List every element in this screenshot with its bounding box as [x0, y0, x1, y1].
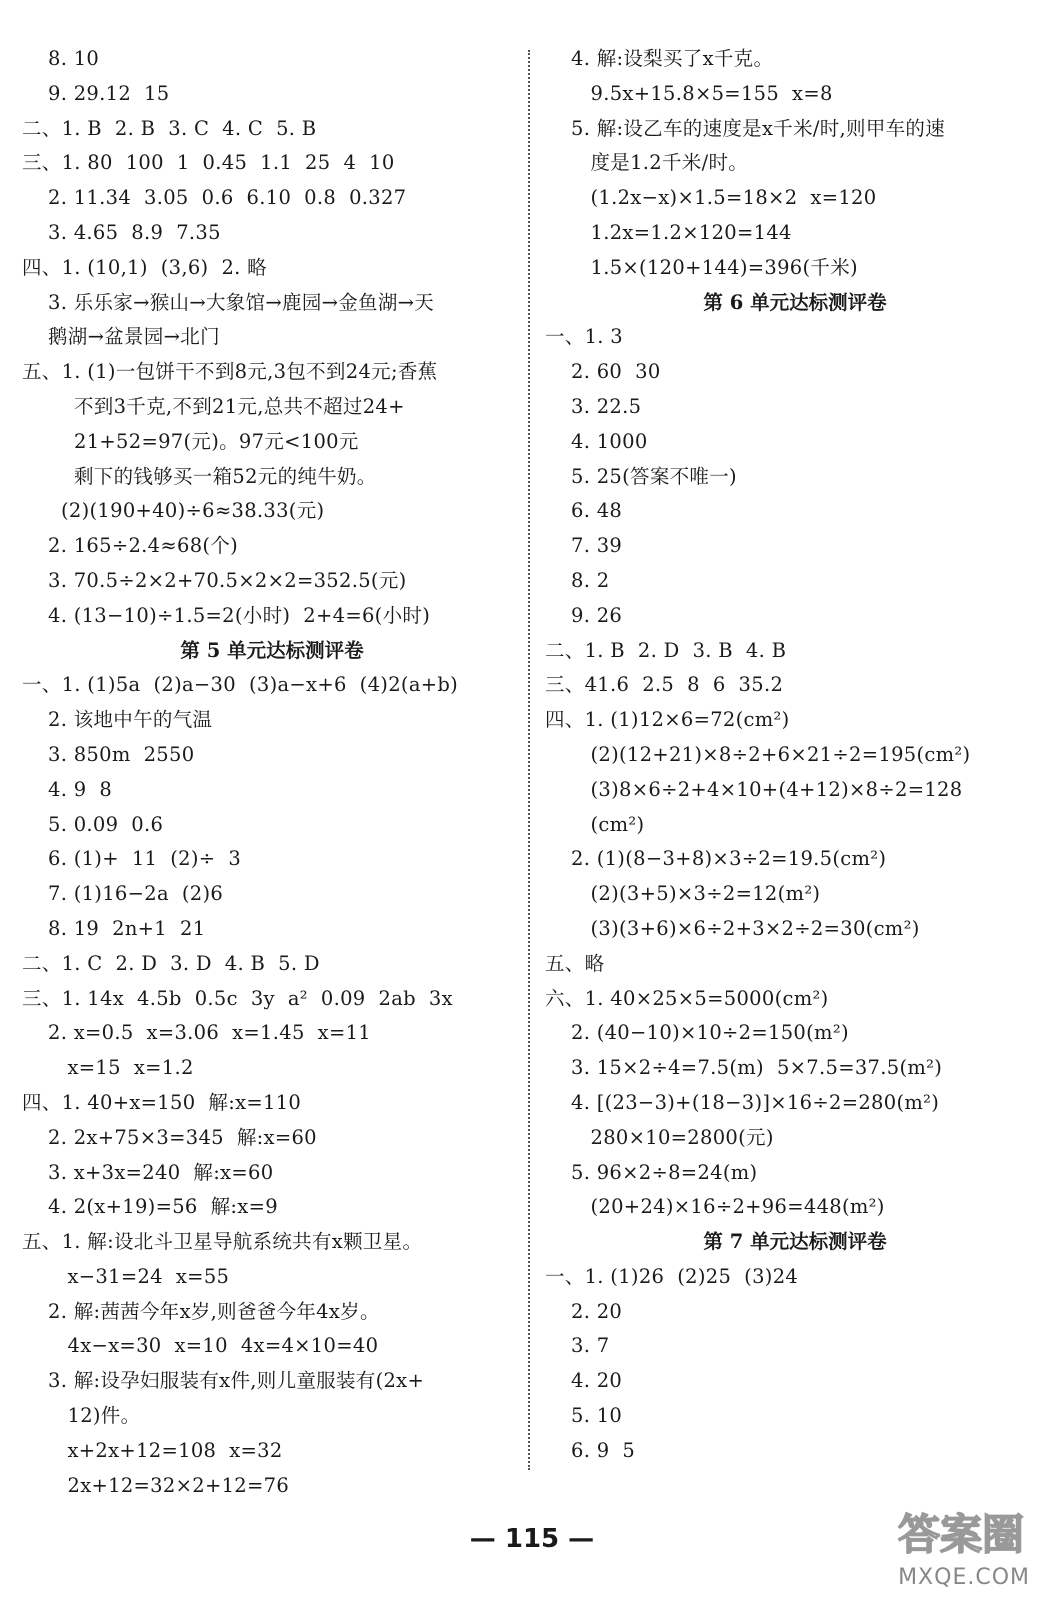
answer-line: (20+24)×16÷2+96=448(m²): [545, 1195, 885, 1219]
answer-line: 2. (1)(8−3+8)×3÷2=19.5(cm²): [545, 847, 887, 871]
section-title: 第 7 单元达标测评卷: [703, 1230, 887, 1254]
answer-line: 7. (1)16−2a (2)6: [22, 882, 224, 906]
section-title: 第 6 单元达标测评卷: [703, 290, 887, 314]
answer-line: 8. 19 2n+1 21: [22, 916, 206, 940]
answer-line: 5. 0.09 0.6: [22, 812, 164, 836]
answer-line: (2)(3+5)×3÷2=12(m²): [545, 882, 821, 906]
answer-line: 五、略: [545, 951, 605, 975]
watermark-text: MXQE.COM: [898, 1565, 1030, 1590]
watermark-logo: 答案圈: [897, 1510, 1024, 1559]
answer-line: 8. 10: [22, 47, 100, 70]
answer-line: 4. 1000: [545, 429, 648, 453]
answer-line: 3. 22.5: [545, 394, 642, 418]
answer-line: (2)(12+21)×8÷2+6×21÷2=195(cm²): [545, 742, 971, 766]
page-number: — 115 —: [469, 1524, 595, 1554]
answer-line: 一、1. 3: [545, 325, 624, 349]
answer-line: x−31=24 x=55: [22, 1264, 230, 1288]
answer-line: 9.5x+15.8×5=155 x=8: [545, 81, 833, 105]
answer-line: 1.2x=1.2×120=144: [545, 220, 792, 244]
answer-line: (2)(190+40)÷6≈38.33(元): [22, 499, 325, 523]
answer-line: 一、1. (1)5a (2)a−30 (3)a−x+6 (4)2(a+b): [22, 673, 459, 697]
answer-line: (1.2x−x)×1.5=18×2 x=120: [545, 186, 877, 210]
answer-line: (3)8×6÷2+4×10+(4+12)×8÷2=128: [545, 777, 963, 801]
answer-line: 二、1. B 2. D 3. B 4. B: [545, 638, 787, 662]
answer-line: x+2x+12=108 x=32: [22, 1438, 283, 1462]
answer-line: 一、1. (1)26 (2)25 (3)24: [545, 1264, 799, 1288]
answer-line: 四、1. (10,1) (3,6) 2. 略: [22, 255, 267, 279]
answer-line: 2. 165÷2.4≈68(个): [22, 534, 239, 558]
answer-line: 三、1. 80 100 1 0.45 1.1 25 4 10: [22, 151, 395, 175]
answer-line: 8. 2: [545, 568, 610, 592]
answer-line: 剩下的钱够买一箱52元的纯牛奶。: [22, 464, 377, 488]
answer-line: 4. 2(x+19)=56 解:x=9: [22, 1195, 278, 1219]
answer-line: 280×10=2800(元): [545, 1125, 774, 1149]
column-divider: [528, 50, 530, 1470]
answer-line: 3. 850m 2550: [22, 742, 195, 766]
answer-line: 6. 9 5: [545, 1438, 636, 1462]
answer-line: 3. 4.65 8.9 7.35: [22, 220, 221, 244]
answer-line: 3. 7: [545, 1334, 610, 1358]
answer-line: 7. 39: [545, 534, 623, 558]
answer-line: 3. x+3x=240 解:x=60: [22, 1160, 274, 1184]
answer-line: 2. 解:茜茜今年x岁,则爸爸今年4x岁。: [22, 1299, 380, 1323]
answer-line: 6. (1)+ 11 (2)÷ 3: [22, 847, 242, 871]
answer-line: 5. 96×2÷8=24(m): [545, 1160, 758, 1184]
answer-line: 2. 60 30: [545, 360, 661, 384]
answer-line: 9. 29.12 15: [22, 81, 170, 105]
answer-line: 二、1. C 2. D 3. D 4. B 5. D: [22, 951, 320, 975]
answer-line: 4. [(23−3)+(18−3)]×16÷2=280(m²): [545, 1090, 940, 1114]
answer-line: 4x−x=30 x=10 4x=4×10=40: [22, 1334, 379, 1358]
answer-line: 5. 解:设乙车的速度是x千米/时,则甲车的速: [545, 116, 946, 140]
answer-line: 2. 11.34 3.05 0.6 6.10 0.8 0.327: [22, 186, 407, 210]
answer-line: (cm²): [545, 812, 645, 836]
answer-line: 三、1. 14x 4.5b 0.5c 3y a² 0.09 2ab 3x: [22, 986, 453, 1010]
answer-line: 9. 26: [545, 603, 623, 627]
answer-line: 5. 10: [545, 1404, 623, 1428]
answer-line: 六、1. 40×25×5=5000(cm²): [545, 986, 829, 1010]
answer-column-right: [545, 42, 1045, 1469]
answer-line: 6. 48: [545, 499, 623, 523]
answer-line: 2. 20: [545, 1299, 623, 1323]
answer-line: (3)(3+6)×6÷2+3×2÷2=30(cm²): [545, 916, 920, 940]
answer-line: 5. 25(答案不唯一): [545, 464, 737, 488]
answer-line: 4. 20: [545, 1369, 623, 1393]
answer-line: 四、1. (1)12×6=72(cm²): [545, 708, 790, 732]
answer-line: 不到3千克,不到21元,总共不超过24+: [22, 394, 405, 418]
answer-line: 3. 15×2÷4=7.5(m) 5×7.5=37.5(m²): [545, 1056, 943, 1080]
answer-line: 2. (40−10)×10÷2=150(m²): [545, 1021, 849, 1045]
answer-line: 2. 该地中午的气温: [22, 708, 213, 732]
answer-line: 2. x=0.5 x=3.06 x=1.45 x=11: [22, 1021, 371, 1045]
answer-line: 度是1.2千米/时。: [545, 151, 749, 175]
answer-line: 三、41.6 2.5 8 6 35.2: [545, 673, 784, 697]
answer-line: 五、1. (1)一包饼干不到8元,3包不到24元;香蕉: [22, 360, 438, 384]
answer-line: 4. 9 8: [22, 777, 113, 801]
answer-line: 鹅湖→盆景园→北门: [22, 325, 220, 349]
answer-line: 4. (13−10)÷1.5=2(小时) 2+4=6(小时): [22, 603, 431, 627]
answer-line: 12)件。: [22, 1404, 141, 1428]
answer-line: 21+52=97(元)。97元<100元: [22, 429, 359, 453]
section-title: 第 5 单元达标测评卷: [180, 638, 364, 662]
answer-line: 2x+12=32×2+12=76: [22, 1473, 290, 1497]
answer-line: x=15 x=1.2: [22, 1056, 194, 1080]
answer-line: 1.5×(120+144)=396(千米): [545, 255, 858, 279]
answer-line: 五、1. 解:设北斗卫星导航系统共有x颗卫星。: [22, 1230, 423, 1254]
answer-line: 4. 解:设梨买了x千克。: [545, 47, 774, 70]
answer-line: 3. 70.5÷2×2+70.5×2×2=352.5(元): [22, 568, 407, 592]
answer-column-left: [22, 42, 522, 1503]
answer-line: 2. 2x+75×3=345 解:x=60: [22, 1125, 317, 1149]
answer-line: 3. 解:设孕妇服装有x件,则儿童服装有(2x+: [22, 1369, 425, 1393]
answer-line: 四、1. 40+x=150 解:x=110: [22, 1090, 302, 1114]
answer-line: 二、1. B 2. B 3. C 4. C 5. B: [22, 116, 317, 140]
answer-line: 3. 乐乐家→猴山→大象馆→鹿园→金鱼湖→天: [22, 290, 435, 314]
